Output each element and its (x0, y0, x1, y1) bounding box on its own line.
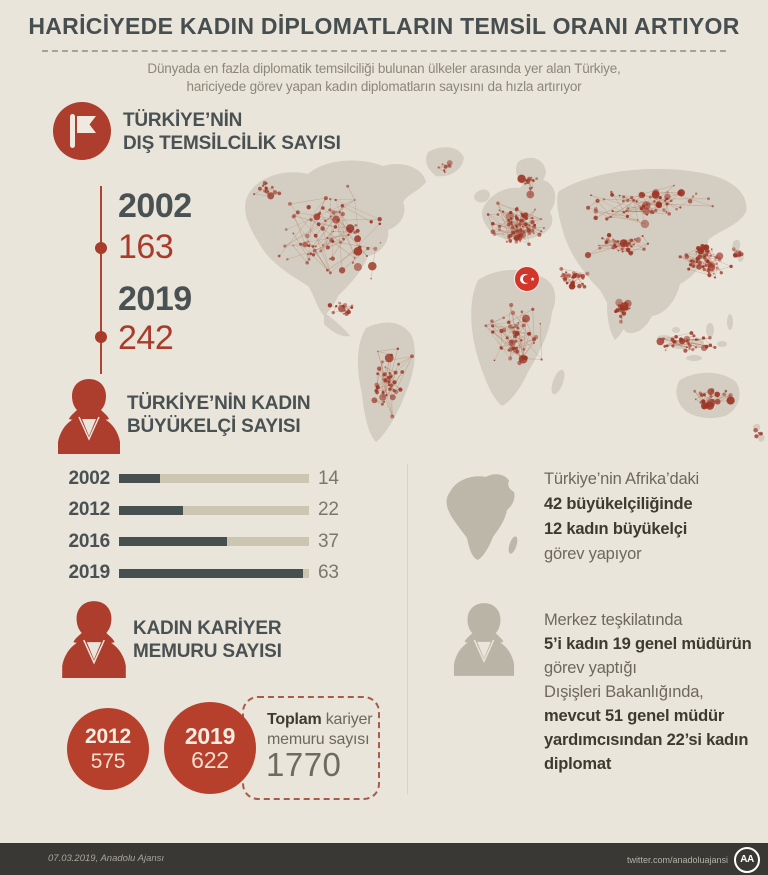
bar-row (40, 558, 380, 590)
bar-fill (119, 569, 303, 578)
ministry-line2: 5’i kadın 19 genel müdürün (544, 635, 752, 653)
africa-line1: Türkiye’nin Afrika’daki (544, 470, 699, 488)
africa-line3: 12 kadın büyükelçi (544, 520, 688, 538)
circle-value: 622 (191, 746, 229, 773)
total-value: 1770 (266, 746, 342, 783)
ministry-line4: Dışişleri Bakanlığında, (544, 683, 704, 701)
bar-row (40, 526, 380, 558)
total-label-line2: memuru sayısı (267, 731, 370, 748)
ambassadors-bar-chart (40, 463, 380, 589)
africa-line4: görev yapıyor (544, 545, 642, 563)
representation-title (123, 109, 341, 155)
footer-source: 07.03.2019, Anadolu Ajansı (48, 853, 165, 864)
timeline-year: 2019 (118, 280, 192, 318)
vertical-divider (407, 464, 408, 794)
bar-value: 22 (318, 499, 339, 521)
flag-icon (53, 102, 111, 160)
representation-title-line2: DIŞ TEMSİLCİLİK SAYISI (123, 133, 341, 154)
bar-value: 63 (318, 562, 339, 584)
timeline-dot (95, 331, 107, 343)
ministry-line3: görev yaptığı (544, 659, 637, 677)
bar-row (40, 495, 380, 527)
total-label (267, 710, 372, 750)
ambassadors-title-line2: BÜYÜKELÇİ SAYISI (127, 416, 301, 437)
bar-row (40, 463, 380, 495)
page-title: HARİCİYEDE KADIN DİPLOMATLARIN TEMSİL ORANI ARTIYOR (28, 13, 740, 39)
career-title (133, 617, 282, 663)
africa-fact (544, 470, 699, 570)
total-label-bold: Toplam (267, 711, 322, 728)
bar-fill (119, 474, 160, 483)
total-label-rest: kariyer (321, 711, 373, 728)
ambassadors-title (127, 392, 310, 438)
timeline-value: 163 (118, 228, 174, 266)
timeline-value: 242 (118, 319, 174, 357)
ministry-line6: yardımcısından 22’si kadın (544, 731, 749, 749)
career-circle-2019 (164, 702, 256, 794)
bar-year-label: 2002 (68, 467, 110, 489)
woman-icon (60, 598, 128, 678)
bar-value: 14 (318, 467, 339, 489)
bar-year-label: 2016 (68, 530, 110, 552)
career-circle-2012 (67, 708, 149, 790)
timeline-line (100, 186, 102, 374)
timeline-dot (95, 242, 107, 254)
bar-year-label: 2012 (68, 499, 110, 521)
circle-value: 575 (90, 749, 126, 773)
ministry-line1: Merkez teşkilatında (544, 611, 683, 629)
ambassadors-title-line1: TÜRKİYE’NİN KADIN (127, 393, 311, 414)
woman-icon (56, 376, 122, 454)
bar-track (119, 506, 309, 515)
bar-fill (119, 506, 183, 515)
bar-track (119, 569, 309, 578)
bar-track (119, 474, 309, 483)
woman-icon (452, 600, 516, 676)
career-title-line2: MEMURU SAYISI (133, 641, 282, 662)
flag-icon-circle (53, 102, 111, 160)
ministry-line5: mevcut 51 genel müdür (544, 707, 725, 725)
circle-year: 2019 (184, 722, 236, 749)
timeline-year: 2002 (118, 187, 192, 225)
subtitle-line2: hariciyede görev yapan kadın diplomatların sayısını da hızla artırıyor (186, 78, 582, 94)
africa-map-icon (436, 466, 524, 568)
career-title-line1: KADIN KARİYER (133, 618, 282, 639)
bar-year-label: 2019 (68, 562, 110, 584)
bar-track (119, 537, 309, 546)
circle-year: 2012 (85, 724, 131, 748)
representation-title-line1: TÜRKİYE’NİN (123, 110, 243, 131)
africa-line2: 42 büyükelçiliğinde (544, 495, 693, 513)
ministry-line7: diplomat (544, 755, 612, 773)
ministry-fact (544, 611, 752, 779)
turkish-flag-icon (514, 266, 540, 292)
bar-fill (119, 537, 227, 546)
bar-value: 37 (318, 530, 339, 552)
aa-logo: AA (734, 847, 760, 873)
footer-bar (0, 843, 768, 875)
turkey-flag-marker (514, 266, 540, 292)
title-divider (42, 50, 726, 52)
footer-twitter: twitter.com/anadoluajansi (626, 855, 728, 865)
subtitle-line1: Dünyada en fazla diplomatik temsilciliği bulunan ülkeler arasında yer alan Türkiye, (147, 61, 621, 76)
subtitle (0, 60, 768, 95)
